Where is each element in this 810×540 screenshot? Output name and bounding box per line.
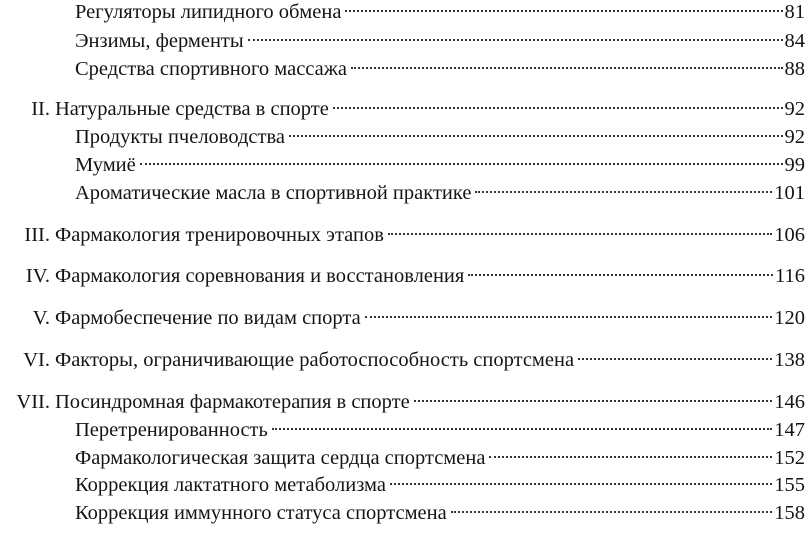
chapter-number: V. [32, 307, 50, 329]
toc-entry [0, 180, 810, 206]
toc-entry-page: 155 [774, 474, 805, 496]
toc-entry [0, 445, 810, 471]
dot-leader [451, 511, 773, 513]
dot-leader [289, 135, 783, 137]
dot-leader [475, 191, 772, 193]
toc-entry-page: 84 [784, 30, 805, 52]
chapter-number: IV. [25, 265, 50, 287]
toc-entry-title: Фармакология соревнования и восстановления [55, 265, 465, 287]
toc-entry [0, 472, 810, 498]
dot-leader [351, 67, 782, 69]
toc-entry-page: 147 [774, 419, 805, 441]
toc-entry-page: 106 [774, 224, 805, 246]
toc-entry-page: 138 [774, 349, 805, 371]
chapter-number: VI. [23, 349, 50, 371]
toc-entry [0, 56, 810, 82]
toc-entry-title: Средства спортивного массажа [75, 58, 348, 80]
dot-leader [414, 400, 773, 402]
toc-entry-title: Коррекция лактатного метаболизма [75, 474, 386, 496]
dot-leader [388, 233, 772, 235]
toc-entry-page: 99 [784, 154, 805, 176]
toc-entry-page: 81 [784, 1, 805, 23]
toc-entry [0, 347, 810, 373]
toc-entry-page: 152 [774, 447, 805, 469]
dot-leader [390, 483, 772, 485]
toc-entry-title: Фармобеспечение по видам спорта [55, 307, 361, 329]
toc-entry-page: 120 [774, 307, 805, 329]
toc-entry-title: Перетренированность [75, 419, 268, 441]
dot-leader [140, 163, 783, 165]
toc-entry-title: Фармакология тренировочных этапов [55, 224, 384, 246]
toc-entry-title: Натуральные средства в спорте [55, 98, 329, 120]
toc-entry-title: Коррекция иммунного статуса спортсмена [75, 502, 447, 524]
toc-entry [0, 96, 810, 122]
toc-entry-page: 101 [774, 182, 805, 204]
chapter-number: II. [31, 98, 50, 120]
toc-entry-title: Регуляторы липидного обмена [75, 1, 342, 23]
toc-entry-title: Энзимы, ферменты [75, 30, 244, 52]
toc-entry-title: Фармакологическая защита сердца спортсмена [75, 447, 486, 469]
dot-leader [489, 456, 772, 458]
toc-entry [0, 500, 810, 526]
toc-entry [0, 222, 810, 248]
toc-entry [0, 263, 810, 289]
dot-leader [578, 358, 772, 360]
toc-entry-page: 92 [784, 98, 805, 120]
dot-leader [333, 107, 783, 109]
toc-entry [0, 152, 810, 178]
toc-entry-page: 158 [774, 502, 805, 524]
toc-entry-page: 146 [774, 391, 805, 413]
toc-entry-title: Мумиё [75, 154, 136, 176]
toc-entry [0, 305, 810, 331]
toc-entry [0, 28, 810, 54]
toc-entry [0, 389, 810, 415]
dot-leader [365, 316, 773, 318]
dot-leader [345, 10, 782, 12]
toc-entry-title: Ароматические масла в спортивной практике [75, 182, 472, 204]
chapter-number: VII. [16, 391, 50, 413]
dot-leader [468, 274, 773, 276]
toc-entry-title: Продукты пчеловодства [75, 126, 285, 148]
toc-entry-page: 88 [784, 58, 805, 80]
toc-entry-title: Факторы, ограничивающие работоспособность спортсмена [55, 349, 575, 371]
toc-entry-page: 92 [784, 126, 805, 148]
dot-leader [248, 39, 783, 41]
toc-entry-title: Посиндромная фармакотерапия в спорте [55, 391, 410, 413]
toc-entry [0, 0, 810, 25]
toc-entry-page: 116 [775, 265, 805, 287]
toc-entry [0, 417, 810, 443]
dot-leader [272, 428, 772, 430]
toc-entry [0, 124, 810, 150]
chapter-number: III. [24, 224, 50, 246]
